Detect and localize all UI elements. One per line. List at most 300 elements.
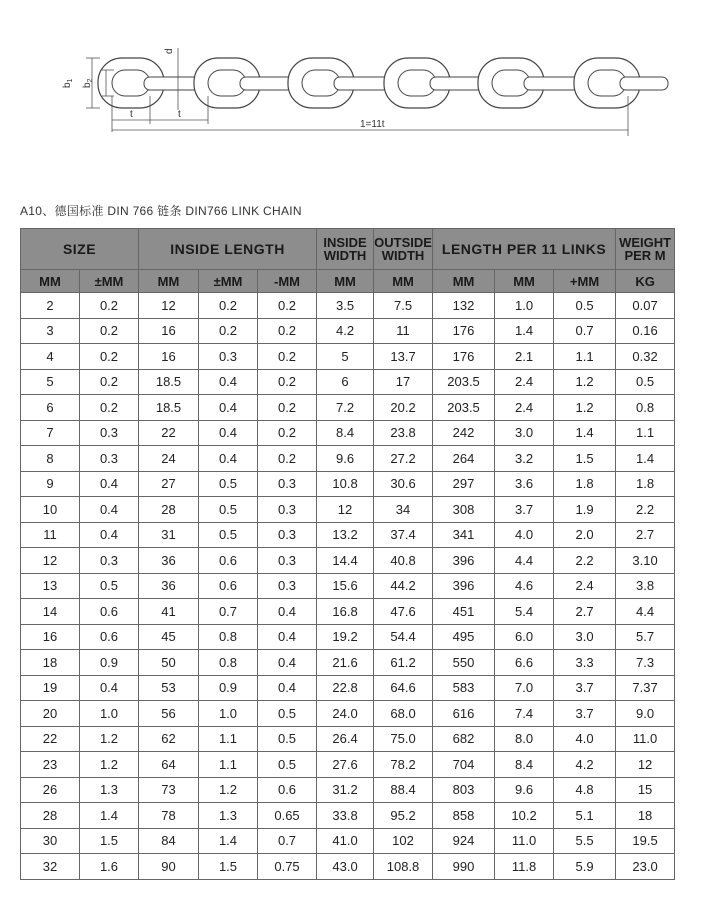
table-cell: 36 xyxy=(139,573,199,599)
label-total-length: 1=11t xyxy=(360,119,385,130)
table-cell: 0.4 xyxy=(80,497,139,523)
table-cell: 0.2 xyxy=(80,344,139,370)
table-cell: 1.2 xyxy=(554,395,616,421)
table-cell: 0.5 xyxy=(199,471,258,497)
table-cell: 1.1 xyxy=(554,344,616,370)
table-cell: 1.5 xyxy=(80,828,139,854)
table-cell: 6.6 xyxy=(495,650,554,676)
table-cell: 176 xyxy=(433,318,495,344)
label-b1: $b_1$ xyxy=(62,78,74,88)
table-cell: 4.0 xyxy=(554,726,616,752)
table-cell: 7.0 xyxy=(495,675,554,701)
table-cell: 68.0 xyxy=(374,701,433,727)
table-cell: 0.3 xyxy=(258,522,317,548)
table-cell: 0.4 xyxy=(80,675,139,701)
table-row xyxy=(21,726,675,752)
table-cell: 0.2 xyxy=(80,293,139,319)
table-cell: 1.8 xyxy=(616,471,675,497)
table-cell: 0.7 xyxy=(199,599,258,625)
table-cell: 84 xyxy=(139,828,199,854)
table-cell: 0.2 xyxy=(80,369,139,395)
table-row xyxy=(21,420,675,446)
table-cell: 0.6 xyxy=(80,624,139,650)
table-cell: 0.07 xyxy=(616,293,675,319)
table-cell: 297 xyxy=(433,471,495,497)
table-cell: 3.2 xyxy=(495,446,554,472)
table-cell: 33.8 xyxy=(317,803,374,829)
table-cell: 13.2 xyxy=(317,522,374,548)
table-cell: 3.7 xyxy=(495,497,554,523)
unit-header-cell: MM xyxy=(374,270,433,293)
table-cell: 7 xyxy=(21,420,80,446)
table-row xyxy=(21,777,675,803)
table-cell: 8.4 xyxy=(495,752,554,778)
header-outside-width: OUTSIDE WIDTH xyxy=(374,229,433,270)
table-cell: 12 xyxy=(317,497,374,523)
table-cell: 0.2 xyxy=(258,369,317,395)
table-cell: 2.7 xyxy=(616,522,675,548)
table-cell: 0.7 xyxy=(554,318,616,344)
table-cell: 1.3 xyxy=(199,803,258,829)
table-cell: 0.3 xyxy=(258,573,317,599)
table-cell: 396 xyxy=(433,548,495,574)
table-cell: 41 xyxy=(139,599,199,625)
unit-header-cell: ±MM xyxy=(80,270,139,293)
table-cell: 7.3 xyxy=(616,650,675,676)
table-cell: 0.6 xyxy=(258,777,317,803)
header-size: SIZE xyxy=(21,229,139,270)
table-cell: 3.8 xyxy=(616,573,675,599)
table-cell: 19.5 xyxy=(616,828,675,854)
table-cell: 203.5 xyxy=(433,369,495,395)
table-cell: 11 xyxy=(374,318,433,344)
unit-header-cell: KG xyxy=(616,270,675,293)
table-cell: 10.8 xyxy=(317,471,374,497)
table-cell: 9.6 xyxy=(495,777,554,803)
table-cell: 8.0 xyxy=(495,726,554,752)
table-cell: 803 xyxy=(433,777,495,803)
header-inside-length: INSIDE LENGTH xyxy=(139,229,317,270)
table-cell: 264 xyxy=(433,446,495,472)
label-t1: t xyxy=(130,109,133,120)
table-cell: 0.75 xyxy=(258,854,317,880)
table-cell: 102 xyxy=(374,828,433,854)
table-cell: 23.0 xyxy=(616,854,675,880)
label-d: d xyxy=(164,48,175,54)
chain-diagram xyxy=(0,0,712,150)
table-cell: 0.3 xyxy=(258,497,317,523)
table-cell: 0.65 xyxy=(258,803,317,829)
table-row xyxy=(21,446,675,472)
table-cell: 0.4 xyxy=(258,624,317,650)
table-cell: 0.4 xyxy=(258,650,317,676)
table-cell: 27.2 xyxy=(374,446,433,472)
table-cell: 19 xyxy=(21,675,80,701)
table-cell: 616 xyxy=(433,701,495,727)
table-cell: 0.8 xyxy=(199,624,258,650)
table-cell: 24.0 xyxy=(317,701,374,727)
table-cell: 14.4 xyxy=(317,548,374,574)
table-cell: 0.9 xyxy=(80,650,139,676)
unit-header-cell: -MM xyxy=(258,270,317,293)
table-cell: 0.4 xyxy=(199,369,258,395)
table-cell: 1.1 xyxy=(616,420,675,446)
table-cell: 40.8 xyxy=(374,548,433,574)
table-cell: 2.7 xyxy=(554,599,616,625)
table-row xyxy=(21,650,675,676)
table-cell: 7.2 xyxy=(317,395,374,421)
table-cell: 26 xyxy=(21,777,80,803)
table-cell: 30.6 xyxy=(374,471,433,497)
table-cell: 34 xyxy=(374,497,433,523)
table-cell: 0.5 xyxy=(616,369,675,395)
table-cell: 0.2 xyxy=(258,344,317,370)
table-cell: 44.2 xyxy=(374,573,433,599)
table-cell: 16.8 xyxy=(317,599,374,625)
table-cell: 31 xyxy=(139,522,199,548)
table-cell: 36 xyxy=(139,548,199,574)
table-cell: 176 xyxy=(433,344,495,370)
unit-header-cell: ±MM xyxy=(199,270,258,293)
table-cell: 1.1 xyxy=(199,726,258,752)
table-cell: 62 xyxy=(139,726,199,752)
table-cell: 37.4 xyxy=(374,522,433,548)
table-cell: 12 xyxy=(139,293,199,319)
table-cell: 4.4 xyxy=(495,548,554,574)
table-cell: 5.9 xyxy=(554,854,616,880)
table-cell: 20.2 xyxy=(374,395,433,421)
table-cell: 0.3 xyxy=(258,471,317,497)
table-cell: 1.4 xyxy=(616,446,675,472)
table-cell: 203.5 xyxy=(433,395,495,421)
table-cell: 19.2 xyxy=(317,624,374,650)
unit-header-cell: MM xyxy=(139,270,199,293)
table-cell: 18.5 xyxy=(139,369,199,395)
table-cell: 3.3 xyxy=(554,650,616,676)
table-cell: 7.37 xyxy=(616,675,675,701)
unit-header-cell: MM xyxy=(433,270,495,293)
table-cell: 64 xyxy=(139,752,199,778)
table-cell: 0.8 xyxy=(616,395,675,421)
table-cell: 1.4 xyxy=(495,318,554,344)
din766-spec-table xyxy=(20,228,675,880)
table-row xyxy=(21,701,675,727)
table-row xyxy=(21,752,675,778)
table-cell: 20 xyxy=(21,701,80,727)
table-cell: 0.6 xyxy=(199,573,258,599)
table-cell: 5.4 xyxy=(495,599,554,625)
table-cell: 15.6 xyxy=(317,573,374,599)
table-cell: 78.2 xyxy=(374,752,433,778)
table-cell: 2.2 xyxy=(616,497,675,523)
table-cell: 1.0 xyxy=(495,293,554,319)
table-cell: 8.4 xyxy=(317,420,374,446)
label-t2: t xyxy=(178,109,181,120)
table-cell: 23 xyxy=(21,752,80,778)
table-cell: 0.5 xyxy=(80,573,139,599)
table-cell: 18 xyxy=(21,650,80,676)
table-cell: 0.4 xyxy=(258,599,317,625)
table-cell: 12 xyxy=(616,752,675,778)
table-cell: 24 xyxy=(139,446,199,472)
table-cell: 550 xyxy=(433,650,495,676)
table-cell: 990 xyxy=(433,854,495,880)
table-cell: 1.4 xyxy=(199,828,258,854)
table-cell: 95.2 xyxy=(374,803,433,829)
table-cell: 242 xyxy=(433,420,495,446)
table-cell: 31.2 xyxy=(317,777,374,803)
table-cell: 0.4 xyxy=(258,675,317,701)
table-cell: 451 xyxy=(433,599,495,625)
table-cell: 0.4 xyxy=(199,420,258,446)
table-cell: 1.4 xyxy=(554,420,616,446)
table-cell: 2.4 xyxy=(495,369,554,395)
table-cell: 0.4 xyxy=(80,471,139,497)
table-cell: 5.5 xyxy=(554,828,616,854)
table-cell: 4.2 xyxy=(317,318,374,344)
table-cell: 22 xyxy=(21,726,80,752)
table-cell: 16 xyxy=(21,624,80,650)
table-cell: 0.4 xyxy=(80,522,139,548)
table-cell: 2.0 xyxy=(554,522,616,548)
table-row xyxy=(21,344,675,370)
table-cell: 0.32 xyxy=(616,344,675,370)
table-cell: 14 xyxy=(21,599,80,625)
table-cell: 1.2 xyxy=(80,752,139,778)
table-cell: 1.2 xyxy=(554,369,616,395)
table-cell: 18.5 xyxy=(139,395,199,421)
group-header-row xyxy=(21,229,675,270)
table-cell: 0.2 xyxy=(80,395,139,421)
table-cell: 26.4 xyxy=(317,726,374,752)
table-cell: 2.4 xyxy=(495,395,554,421)
unit-header-cell: MM xyxy=(21,270,80,293)
table-cell: 3.0 xyxy=(495,420,554,446)
chain-link xyxy=(620,77,668,90)
table-cell: 4.8 xyxy=(554,777,616,803)
table-row xyxy=(21,522,675,548)
header-inside-width: INSIDE WIDTH xyxy=(317,229,374,270)
table-cell: 6 xyxy=(317,369,374,395)
dimension-lines xyxy=(86,48,628,136)
table-cell: 0.7 xyxy=(258,828,317,854)
table-cell: 0.5 xyxy=(199,522,258,548)
table-cell: 682 xyxy=(433,726,495,752)
table-cell: 583 xyxy=(433,675,495,701)
table-cell: 495 xyxy=(433,624,495,650)
table-cell: 47.6 xyxy=(374,599,433,625)
table-cell: 4.0 xyxy=(495,522,554,548)
table-cell: 1.0 xyxy=(199,701,258,727)
table-cell: 2 xyxy=(21,293,80,319)
table-cell: 30 xyxy=(21,828,80,854)
table-cell: 5.1 xyxy=(554,803,616,829)
table-cell: 0.5 xyxy=(199,497,258,523)
table-cell: 0.16 xyxy=(616,318,675,344)
table-cell: 132 xyxy=(433,293,495,319)
table-cell: 21.6 xyxy=(317,650,374,676)
table-cell: 0.5 xyxy=(554,293,616,319)
table-cell: 1.9 xyxy=(554,497,616,523)
table-cell: 1.8 xyxy=(554,471,616,497)
table-cell: 4.6 xyxy=(495,573,554,599)
table-cell: 11.0 xyxy=(495,828,554,854)
table-cell: 73 xyxy=(139,777,199,803)
table-cell: 13.7 xyxy=(374,344,433,370)
table-cell: 0.3 xyxy=(80,548,139,574)
table-cell: 7.4 xyxy=(495,701,554,727)
header-weight-per-m: WEIGHT PER M xyxy=(616,229,675,270)
unit-header-cell: MM xyxy=(495,270,554,293)
table-cell: 924 xyxy=(433,828,495,854)
table-row xyxy=(21,624,675,650)
table-cell: 7.5 xyxy=(374,293,433,319)
table-cell: 78 xyxy=(139,803,199,829)
table-cell: 88.4 xyxy=(374,777,433,803)
table-cell: 61.2 xyxy=(374,650,433,676)
table-cell: 0.3 xyxy=(199,344,258,370)
table-cell: 45 xyxy=(139,624,199,650)
table-row xyxy=(21,573,675,599)
table-cell: 15 xyxy=(616,777,675,803)
table-row xyxy=(21,497,675,523)
table-cell: 1.0 xyxy=(80,701,139,727)
table-cell: 9.0 xyxy=(616,701,675,727)
table-cell: 3.6 xyxy=(495,471,554,497)
table-cell: 858 xyxy=(433,803,495,829)
table-cell: 28 xyxy=(139,497,199,523)
table-row xyxy=(21,675,675,701)
table-cell: 0.3 xyxy=(80,446,139,472)
table-cell: 11 xyxy=(21,522,80,548)
table-cell: 0.9 xyxy=(199,675,258,701)
table-cell: 56 xyxy=(139,701,199,727)
table-cell: 0.2 xyxy=(199,318,258,344)
table-cell: 0.3 xyxy=(258,548,317,574)
unit-header-row xyxy=(21,270,675,293)
table-row xyxy=(21,548,675,574)
table-cell: 4.4 xyxy=(616,599,675,625)
table-cell: 32 xyxy=(21,854,80,880)
table-cell: 0.5 xyxy=(258,701,317,727)
table-cell: 10.2 xyxy=(495,803,554,829)
table-cell: 6 xyxy=(21,395,80,421)
table-cell: 11.0 xyxy=(616,726,675,752)
table-cell: 0.2 xyxy=(258,318,317,344)
table-cell: 27 xyxy=(139,471,199,497)
table-cell: 1.2 xyxy=(80,726,139,752)
table-cell: 53 xyxy=(139,675,199,701)
table-cell: 2.2 xyxy=(554,548,616,574)
label-b2: $b_2$ xyxy=(82,78,94,88)
table-cell: 43.0 xyxy=(317,854,374,880)
table-cell: 0.6 xyxy=(80,599,139,625)
table-cell: 341 xyxy=(433,522,495,548)
table-cell: 1.5 xyxy=(554,446,616,472)
table-cell: 3.10 xyxy=(616,548,675,574)
table-cell: 1.3 xyxy=(80,777,139,803)
table-row xyxy=(21,369,675,395)
table-row xyxy=(21,395,675,421)
table-cell: 13 xyxy=(21,573,80,599)
table-cell: 5.7 xyxy=(616,624,675,650)
table-cell: 18 xyxy=(616,803,675,829)
table-cell: 16 xyxy=(139,344,199,370)
table-row xyxy=(21,803,675,829)
table-row xyxy=(21,599,675,625)
table-cell: 396 xyxy=(433,573,495,599)
table-cell: 0.4 xyxy=(199,446,258,472)
table-cell: 3 xyxy=(21,318,80,344)
table-cell: 2.1 xyxy=(495,344,554,370)
table-row xyxy=(21,293,675,319)
table-cell: 41.0 xyxy=(317,828,374,854)
table-caption: A10、德国标准 DIN 766 链条 DIN766 LINK CHAIN xyxy=(20,204,302,218)
table-body xyxy=(21,293,675,880)
header-length-per-11-links: LENGTH PER 11 LINKS xyxy=(433,229,616,270)
table-row xyxy=(21,471,675,497)
table-cell: 23.8 xyxy=(374,420,433,446)
table-cell: 64.6 xyxy=(374,675,433,701)
table-row xyxy=(21,854,675,880)
table-cell: 5 xyxy=(21,369,80,395)
table-cell: 10 xyxy=(21,497,80,523)
chain-links xyxy=(98,58,668,108)
table-row xyxy=(21,828,675,854)
table-cell: 54.4 xyxy=(374,624,433,650)
table-cell: 0.2 xyxy=(258,446,317,472)
table-cell: 5 xyxy=(317,344,374,370)
table-cell: 50 xyxy=(139,650,199,676)
table-cell: 3.5 xyxy=(317,293,374,319)
table-cell: 1.5 xyxy=(199,854,258,880)
table-cell: 27.6 xyxy=(317,752,374,778)
table-cell: 0.6 xyxy=(199,548,258,574)
table-cell: 0.2 xyxy=(258,420,317,446)
unit-header-cell: MM xyxy=(317,270,374,293)
table-cell: 9 xyxy=(21,471,80,497)
table-cell: 3.7 xyxy=(554,675,616,701)
table-cell: 3.7 xyxy=(554,701,616,727)
table-cell: 6.0 xyxy=(495,624,554,650)
table-cell: 12 xyxy=(21,548,80,574)
table-cell: 1.4 xyxy=(80,803,139,829)
table-cell: 3.0 xyxy=(554,624,616,650)
table-cell: 0.2 xyxy=(258,293,317,319)
table-cell: 2.4 xyxy=(554,573,616,599)
table-cell: 22.8 xyxy=(317,675,374,701)
table-cell: 0.5 xyxy=(258,752,317,778)
table-cell: 0.8 xyxy=(199,650,258,676)
table-cell: 0.2 xyxy=(80,318,139,344)
table-cell: 22 xyxy=(139,420,199,446)
table-cell: 8 xyxy=(21,446,80,472)
table-cell: 0.3 xyxy=(80,420,139,446)
table-cell: 17 xyxy=(374,369,433,395)
table-cell: 75.0 xyxy=(374,726,433,752)
table-cell: 0.4 xyxy=(199,395,258,421)
table-cell: 4 xyxy=(21,344,80,370)
table-cell: 1.6 xyxy=(80,854,139,880)
table-cell: 11.8 xyxy=(495,854,554,880)
table-cell: 28 xyxy=(21,803,80,829)
table-cell: 0.5 xyxy=(258,726,317,752)
table-cell: 9.6 xyxy=(317,446,374,472)
table-cell: 1.2 xyxy=(199,777,258,803)
table-cell: 308 xyxy=(433,497,495,523)
table-cell: 1.1 xyxy=(199,752,258,778)
table-cell: 0.2 xyxy=(199,293,258,319)
